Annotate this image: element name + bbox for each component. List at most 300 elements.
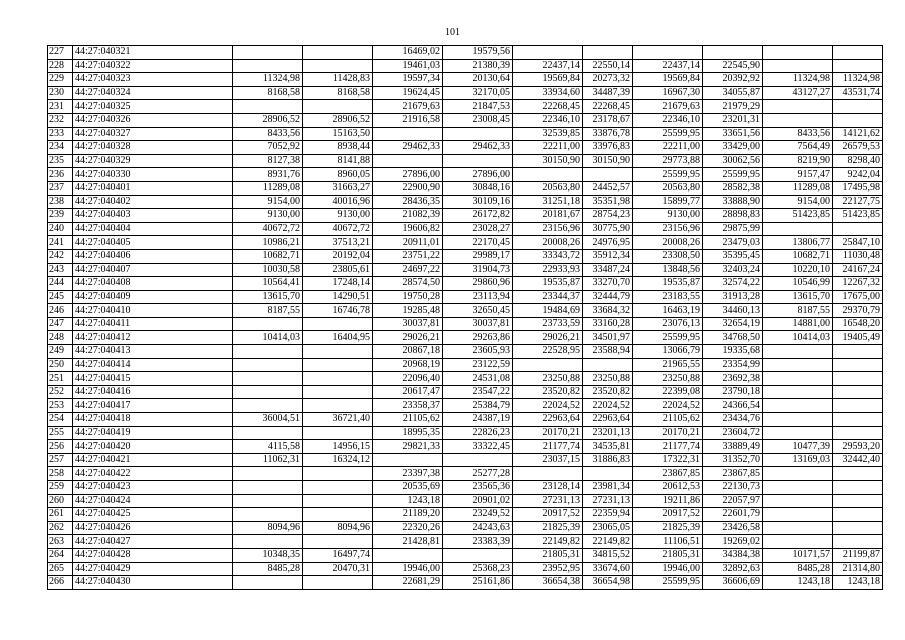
value-col-1-cell: 8433,56 [233, 127, 303, 141]
value-col-10-cell: 24167,24 [833, 263, 883, 277]
table-row [48, 440, 883, 454]
value-col-7-cell: 19211,86 [633, 494, 703, 508]
value-col-8-cell: 30062,56 [703, 154, 763, 168]
value-col-9-cell: 7564,49 [763, 141, 833, 155]
table-row [48, 168, 883, 182]
cadastral-number-cell: 44:27:040426 [73, 521, 233, 535]
row-number-cell: 265 [48, 562, 73, 576]
value-col-3-cell: 30037,81 [373, 317, 443, 331]
value-col-6-cell: 22024,52 [583, 399, 633, 413]
row-number-cell: 241 [48, 236, 73, 250]
value-col-3-cell: 21916,58 [373, 113, 443, 127]
value-col-10-cell: 11030,48 [833, 249, 883, 263]
value-col-5-cell: 19535,87 [513, 277, 583, 291]
value-col-2-cell: 8960,05 [303, 168, 373, 182]
cadastral-number-cell: 44:27:040425 [73, 508, 233, 522]
table-row [48, 249, 883, 263]
value-col-4-cell: 30109,16 [443, 195, 513, 209]
value-col-4-cell: 22170,45 [443, 236, 513, 250]
value-col-9-cell: 10171,57 [763, 548, 833, 562]
value-col-9-cell: 9154,00 [763, 195, 833, 209]
value-col-10-cell: 21314,80 [833, 562, 883, 576]
value-col-8-cell: 22057,97 [703, 494, 763, 508]
value-col-4-cell: 26172,82 [443, 209, 513, 223]
value-col-7-cell: 19569,84 [633, 73, 703, 87]
value-col-3-cell [373, 154, 443, 168]
cadastral-number-cell: 44:27:040330 [73, 168, 233, 182]
table-row [48, 127, 883, 141]
value-col-1-cell: 10682,71 [233, 249, 303, 263]
value-col-6-cell: 22550,14 [583, 59, 633, 73]
value-col-9-cell: 8219,90 [763, 154, 833, 168]
row-number-cell: 264 [48, 548, 73, 562]
row-number-cell: 239 [48, 209, 73, 223]
value-col-1-cell: 10986,21 [233, 236, 303, 250]
value-col-10-cell [833, 481, 883, 495]
value-col-4-cell: 32170,05 [443, 86, 513, 100]
value-col-5-cell: 33343,72 [513, 249, 583, 263]
value-col-4-cell: 29989,17 [443, 249, 513, 263]
value-col-8-cell: 19269,02 [703, 535, 763, 549]
row-number-cell: 227 [48, 46, 73, 60]
value-col-10-cell: 19405,49 [833, 331, 883, 345]
row-number-cell: 240 [48, 222, 73, 236]
value-col-2-cell [303, 399, 373, 413]
value-col-8-cell: 23867,85 [703, 467, 763, 481]
value-col-5-cell: 31251,18 [513, 195, 583, 209]
value-col-9-cell: 43127,27 [763, 86, 833, 100]
value-col-3-cell: 29821,33 [373, 440, 443, 454]
value-col-5-cell: 23520,82 [513, 385, 583, 399]
row-number-cell: 228 [48, 59, 73, 73]
value-col-10-cell [833, 521, 883, 535]
value-col-7-cell: 23250,88 [633, 372, 703, 386]
cadastral-number-cell: 44:27:040424 [73, 494, 233, 508]
value-col-8-cell: 35395,45 [703, 249, 763, 263]
row-number-cell: 242 [48, 249, 73, 263]
row-number-cell: 243 [48, 263, 73, 277]
value-col-1-cell [233, 372, 303, 386]
table-row [48, 345, 883, 359]
value-col-8-cell: 34384,38 [703, 548, 763, 562]
value-col-8-cell: 33889,49 [703, 440, 763, 454]
value-col-8-cell: 33651,56 [703, 127, 763, 141]
value-col-7-cell: 19946,00 [633, 562, 703, 576]
value-col-7-cell: 22024,52 [633, 399, 703, 413]
table-row [48, 331, 883, 345]
value-col-6-cell: 33487,24 [583, 263, 633, 277]
value-col-1-cell: 10348,35 [233, 548, 303, 562]
table-row [48, 46, 883, 60]
value-col-7-cell: 25599,95 [633, 576, 703, 590]
value-col-10-cell: 16548,20 [833, 317, 883, 331]
value-col-3-cell: 23751,22 [373, 249, 443, 263]
value-col-3-cell: 23397,38 [373, 467, 443, 481]
value-col-1-cell [233, 59, 303, 73]
value-col-7-cell: 29773,88 [633, 154, 703, 168]
value-col-7-cell: 20612,53 [633, 481, 703, 495]
value-col-4-cell [443, 548, 513, 562]
value-col-1-cell [233, 317, 303, 331]
row-number-cell: 255 [48, 426, 73, 440]
cadastral-number-cell: 44:27:040409 [73, 290, 233, 304]
value-col-3-cell [373, 127, 443, 141]
value-col-9-cell: 8433,56 [763, 127, 833, 141]
value-col-3-cell: 20535,69 [373, 481, 443, 495]
cadastral-number-cell: 44:27:040406 [73, 249, 233, 263]
value-col-2-cell [303, 358, 373, 372]
value-col-8-cell: 23604,72 [703, 426, 763, 440]
value-col-3-cell [373, 453, 443, 467]
value-col-5-cell: 22268,45 [513, 100, 583, 114]
table-row [48, 59, 883, 73]
value-col-5-cell: 21825,39 [513, 521, 583, 535]
row-number-cell: 248 [48, 331, 73, 345]
value-col-8-cell: 34460,13 [703, 304, 763, 318]
value-col-2-cell [303, 59, 373, 73]
value-col-3-cell: 27896,00 [373, 168, 443, 182]
value-col-1-cell: 8127,38 [233, 154, 303, 168]
value-col-7-cell: 25599,95 [633, 168, 703, 182]
table-row [48, 521, 883, 535]
cadastral-number-cell: 44:27:040429 [73, 562, 233, 576]
value-col-1-cell [233, 399, 303, 413]
value-col-1-cell: 8931,76 [233, 168, 303, 182]
value-col-5-cell: 22963,64 [513, 413, 583, 427]
table-row [48, 562, 883, 576]
value-col-2-cell: 17248,14 [303, 277, 373, 291]
row-number-cell: 229 [48, 73, 73, 87]
value-col-8-cell: 29875,99 [703, 222, 763, 236]
value-col-2-cell [303, 481, 373, 495]
value-col-2-cell [303, 345, 373, 359]
value-col-6-cell: 23520,82 [583, 385, 633, 399]
value-col-1-cell [233, 508, 303, 522]
value-col-8-cell: 20392,92 [703, 73, 763, 87]
cadastral-number-cell: 44:27:040415 [73, 372, 233, 386]
value-col-8-cell: 32403,24 [703, 263, 763, 277]
value-col-1-cell: 40672,72 [233, 222, 303, 236]
value-col-10-cell [833, 345, 883, 359]
value-col-1-cell: 8168,58 [233, 86, 303, 100]
value-col-10-cell: 29370,79 [833, 304, 883, 318]
value-col-10-cell: 51423,85 [833, 209, 883, 223]
value-col-4-cell: 24243,63 [443, 521, 513, 535]
value-col-5-cell [513, 168, 583, 182]
table-row [48, 399, 883, 413]
cadastral-number-cell: 44:27:040419 [73, 426, 233, 440]
value-col-5-cell: 19569,84 [513, 73, 583, 87]
value-col-9-cell [763, 467, 833, 481]
table-row [48, 385, 883, 399]
value-col-4-cell: 24531,08 [443, 372, 513, 386]
cadastral-number-cell: 44:27:040323 [73, 73, 233, 87]
row-number-cell: 247 [48, 317, 73, 331]
cadastral-number-cell: 44:27:040324 [73, 86, 233, 100]
value-col-8-cell: 19335,68 [703, 345, 763, 359]
value-col-4-cell: 23122,59 [443, 358, 513, 372]
value-col-6-cell: 34815,52 [583, 548, 633, 562]
value-col-8-cell: 22130,73 [703, 481, 763, 495]
value-col-3-cell: 19461,03 [373, 59, 443, 73]
table-row [48, 453, 883, 467]
value-col-7-cell: 23076,13 [633, 317, 703, 331]
value-col-7-cell: 21679,63 [633, 100, 703, 114]
value-col-10-cell: 32442,40 [833, 453, 883, 467]
value-col-9-cell: 10220,10 [763, 263, 833, 277]
value-col-7-cell: 13066,79 [633, 345, 703, 359]
value-col-10-cell [833, 413, 883, 427]
value-col-6-cell [583, 168, 633, 182]
value-col-7-cell: 22211,00 [633, 141, 703, 155]
cadastral-number-cell: 44:27:040407 [73, 263, 233, 277]
table-row [48, 154, 883, 168]
row-number-cell: 253 [48, 399, 73, 413]
table-row [48, 548, 883, 562]
value-col-5-cell: 23952,95 [513, 562, 583, 576]
row-number-cell: 260 [48, 494, 73, 508]
value-col-4-cell: 24387,19 [443, 413, 513, 427]
value-col-10-cell: 43531,74 [833, 86, 883, 100]
row-number-cell: 238 [48, 195, 73, 209]
value-col-10-cell [833, 372, 883, 386]
table-row [48, 73, 883, 87]
value-col-5-cell: 20563,80 [513, 181, 583, 195]
row-number-cell: 262 [48, 521, 73, 535]
value-col-7-cell: 22399,08 [633, 385, 703, 399]
value-col-10-cell: 26579,53 [833, 141, 883, 155]
table-row [48, 209, 883, 223]
value-col-9-cell: 10477,39 [763, 440, 833, 454]
value-col-4-cell: 29860,96 [443, 277, 513, 291]
cadastral-number-cell: 44:27:040423 [73, 481, 233, 495]
value-col-6-cell: 33160,28 [583, 317, 633, 331]
row-number-cell: 258 [48, 467, 73, 481]
cadastral-number-cell: 44:27:040405 [73, 236, 233, 250]
row-number-cell: 263 [48, 535, 73, 549]
value-col-10-cell: 25847,10 [833, 236, 883, 250]
table-row [48, 481, 883, 495]
value-col-6-cell: 23178,67 [583, 113, 633, 127]
value-col-7-cell: 21105,62 [633, 413, 703, 427]
value-col-4-cell: 20130,64 [443, 73, 513, 87]
value-col-8-cell: 23692,38 [703, 372, 763, 386]
value-col-3-cell: 29026,21 [373, 331, 443, 345]
value-col-3-cell: 28436,35 [373, 195, 443, 209]
value-col-2-cell [303, 385, 373, 399]
value-col-1-cell [233, 385, 303, 399]
table-row [48, 290, 883, 304]
value-col-3-cell: 29462,33 [373, 141, 443, 155]
value-col-4-cell: 23383,39 [443, 535, 513, 549]
value-col-10-cell: 22127,75 [833, 195, 883, 209]
value-col-5-cell: 22437,14 [513, 59, 583, 73]
value-col-4-cell: 20901,02 [443, 494, 513, 508]
table-row [48, 263, 883, 277]
value-col-7-cell: 19535,87 [633, 277, 703, 291]
value-col-9-cell: 13615,70 [763, 290, 833, 304]
value-col-9-cell [763, 100, 833, 114]
value-col-10-cell: 8298,40 [833, 154, 883, 168]
value-col-7-cell: 21177,74 [633, 440, 703, 454]
value-col-4-cell: 29462,33 [443, 141, 513, 155]
value-col-7-cell: 21825,39 [633, 521, 703, 535]
value-col-9-cell: 1243,18 [763, 576, 833, 590]
value-col-10-cell [833, 535, 883, 549]
value-col-2-cell: 16746,78 [303, 304, 373, 318]
value-col-3-cell: 21105,62 [373, 413, 443, 427]
value-col-9-cell [763, 46, 833, 60]
value-col-2-cell: 28906,52 [303, 113, 373, 127]
row-number-cell: 254 [48, 413, 73, 427]
value-col-5-cell: 22149,82 [513, 535, 583, 549]
value-col-4-cell: 25277,28 [443, 467, 513, 481]
value-col-1-cell: 9154,00 [233, 195, 303, 209]
value-col-9-cell: 9157,47 [763, 168, 833, 182]
row-number-cell: 233 [48, 127, 73, 141]
value-col-8-cell [703, 46, 763, 60]
value-col-1-cell [233, 426, 303, 440]
value-col-5-cell: 27231,13 [513, 494, 583, 508]
value-col-3-cell: 19624,45 [373, 86, 443, 100]
cadastral-number-cell: 44:27:040325 [73, 100, 233, 114]
value-col-7-cell: 17322,31 [633, 453, 703, 467]
value-col-6-cell [583, 46, 633, 60]
value-col-10-cell [833, 467, 883, 481]
value-col-9-cell: 14881,00 [763, 317, 833, 331]
value-col-1-cell [233, 467, 303, 481]
row-number-cell: 234 [48, 141, 73, 155]
value-col-6-cell: 35912,34 [583, 249, 633, 263]
table-row [48, 86, 883, 100]
row-number-cell: 237 [48, 181, 73, 195]
row-number-cell: 230 [48, 86, 73, 100]
value-col-2-cell [303, 426, 373, 440]
value-col-7-cell: 20008,26 [633, 236, 703, 250]
value-col-5-cell: 22211,00 [513, 141, 583, 155]
value-col-1-cell: 4115,58 [233, 440, 303, 454]
value-col-5-cell: 22346,10 [513, 113, 583, 127]
row-number-cell: 261 [48, 508, 73, 522]
value-col-5-cell: 36654,38 [513, 576, 583, 590]
value-col-7-cell: 16463,19 [633, 304, 703, 318]
value-col-5-cell: 23037,15 [513, 453, 583, 467]
row-number-cell: 266 [48, 576, 73, 590]
value-col-7-cell: 11106,51 [633, 535, 703, 549]
value-col-2-cell: 23805,61 [303, 263, 373, 277]
cadastral-number-cell: 44:27:040410 [73, 304, 233, 318]
value-col-1-cell [233, 481, 303, 495]
row-number-cell: 245 [48, 290, 73, 304]
cadastral-number-cell: 44:27:040401 [73, 181, 233, 195]
value-col-4-cell: 19579,56 [443, 46, 513, 60]
table-row [48, 236, 883, 250]
value-col-8-cell: 25599,95 [703, 168, 763, 182]
row-number-cell: 235 [48, 154, 73, 168]
cadastral-number-cell: 44:27:040418 [73, 413, 233, 427]
value-col-5-cell: 29026,21 [513, 331, 583, 345]
table-row [48, 372, 883, 386]
value-col-7-cell: 23156,96 [633, 222, 703, 236]
value-col-3-cell: 19606,82 [373, 222, 443, 236]
value-col-7-cell: 15899,77 [633, 195, 703, 209]
value-col-6-cell: 24452,57 [583, 181, 633, 195]
value-col-5-cell: 23128,14 [513, 481, 583, 495]
value-col-3-cell: 22096,40 [373, 372, 443, 386]
cadastral-number-cell: 44:27:040427 [73, 535, 233, 549]
value-col-10-cell [833, 385, 883, 399]
value-col-4-cell: 23565,36 [443, 481, 513, 495]
value-col-5-cell: 23344,37 [513, 290, 583, 304]
value-col-8-cell: 33888,90 [703, 195, 763, 209]
value-col-4-cell: 22826,23 [443, 426, 513, 440]
value-col-3-cell: 22900,90 [373, 181, 443, 195]
cadastral-number-cell: 44:27:040404 [73, 222, 233, 236]
value-col-2-cell [303, 100, 373, 114]
value-col-10-cell [833, 59, 883, 73]
value-col-2-cell [303, 46, 373, 60]
value-col-8-cell: 31352,70 [703, 453, 763, 467]
value-col-7-cell: 25599,95 [633, 331, 703, 345]
value-col-2-cell: 16404,95 [303, 331, 373, 345]
value-col-6-cell: 34535,81 [583, 440, 633, 454]
row-number-cell: 246 [48, 304, 73, 318]
value-col-8-cell: 23479,03 [703, 236, 763, 250]
table-row [48, 304, 883, 318]
value-col-6-cell: 23201,13 [583, 426, 633, 440]
cadastral-number-cell: 44:27:040408 [73, 277, 233, 291]
value-col-9-cell [763, 535, 833, 549]
value-col-6-cell: 27231,13 [583, 494, 633, 508]
table-row [48, 494, 883, 508]
value-col-8-cell: 23426,58 [703, 521, 763, 535]
cadastral-number-cell: 44:27:040428 [73, 548, 233, 562]
value-col-5-cell: 20181,67 [513, 209, 583, 223]
value-col-7-cell: 21965,55 [633, 358, 703, 372]
value-col-4-cell: 29263,86 [443, 331, 513, 345]
value-col-8-cell: 33429,00 [703, 141, 763, 155]
value-col-8-cell: 23434,76 [703, 413, 763, 427]
row-number-cell: 257 [48, 453, 73, 467]
value-col-9-cell: 51423,85 [763, 209, 833, 223]
value-col-3-cell: 21189,20 [373, 508, 443, 522]
value-col-1-cell: 13615,70 [233, 290, 303, 304]
value-col-3-cell: 20968,19 [373, 358, 443, 372]
value-col-2-cell: 37513,21 [303, 236, 373, 250]
value-col-4-cell: 23008,45 [443, 113, 513, 127]
value-col-5-cell: 19484,69 [513, 304, 583, 318]
row-number-cell: 236 [48, 168, 73, 182]
value-col-8-cell: 23354,99 [703, 358, 763, 372]
value-col-10-cell [833, 113, 883, 127]
value-col-3-cell: 19597,34 [373, 73, 443, 87]
value-col-6-cell: 22963,64 [583, 413, 633, 427]
value-col-2-cell: 9130,00 [303, 209, 373, 223]
value-col-6-cell: 34487,39 [583, 86, 633, 100]
value-col-3-cell: 19946,00 [373, 562, 443, 576]
value-col-10-cell [833, 358, 883, 372]
value-col-4-cell: 31904,73 [443, 263, 513, 277]
value-col-8-cell: 32892,63 [703, 562, 763, 576]
value-col-2-cell [303, 467, 373, 481]
value-col-8-cell: 34055,87 [703, 86, 763, 100]
value-col-6-cell: 35351,98 [583, 195, 633, 209]
cadastral-number-cell: 44:27:040403 [73, 209, 233, 223]
value-col-7-cell: 23308,50 [633, 249, 703, 263]
value-col-4-cell: 23028,27 [443, 222, 513, 236]
value-col-2-cell [303, 576, 373, 590]
value-col-5-cell: 21805,31 [513, 548, 583, 562]
